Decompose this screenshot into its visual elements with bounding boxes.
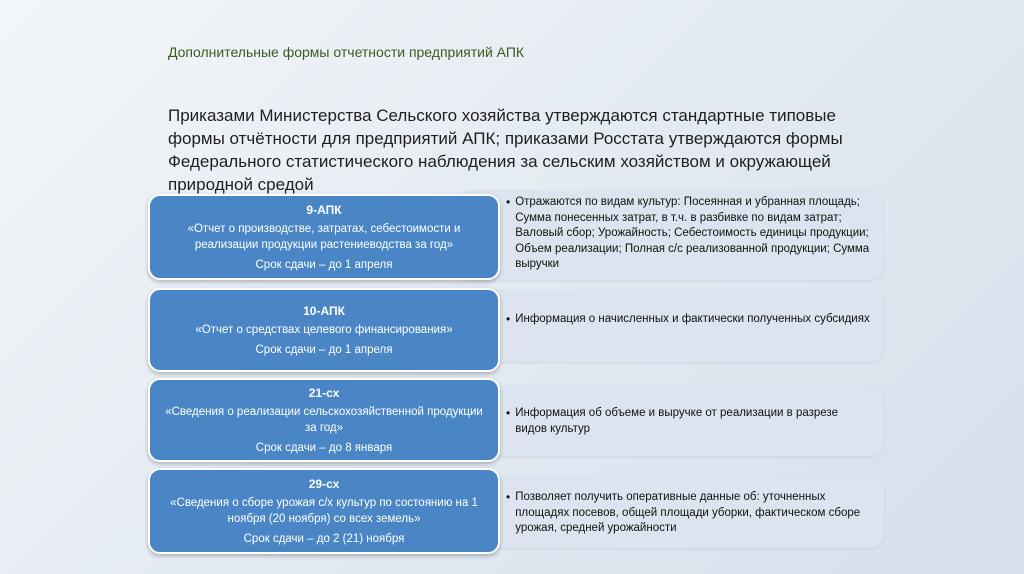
form-name: «Отчет о производстве, затратах, себестоимости и реализации продукции растениеводства за год» — [187, 222, 461, 251]
form-row-10-apk — [148, 288, 884, 372]
bullet-icon: • — [506, 490, 511, 504]
form-details-9-apk — [458, 190, 884, 280]
form-deadline: Срок сдачи – до 8 января — [255, 441, 393, 454]
bullet-icon: • — [506, 312, 511, 326]
form-card-10-apk[interactable] — [148, 288, 500, 372]
slide-title: Дополнительные формы отчетности предприятий АПК — [168, 44, 525, 60]
bullet-icon: • — [506, 406, 511, 420]
form-row-29-sh — [148, 468, 884, 554]
form-code: 10-АПК — [303, 303, 345, 318]
form-deadline: Срок сдачи – до 1 апреля — [255, 258, 393, 271]
form-deadline: Срок сдачи – до 2 (21) ноября — [243, 532, 405, 545]
form-deadline: Срок сдачи – до 1 апреля — [255, 343, 393, 356]
form-details-29-sh — [458, 476, 884, 548]
form-details-10-apk — [458, 290, 884, 362]
bullet-icon: • — [506, 195, 511, 209]
form-details-21-sh — [458, 386, 884, 456]
form-details-text: Позволяет получить оперативные данные об: уточненных площадях посевов, общей площади уборки, фактическом сборе урожая, средней урожайности — [515, 491, 861, 534]
form-name: «Сведения о сборе урожая с/х культур по состоянию на 1 ноября (20 ноября) со всех земель» — [170, 496, 478, 525]
form-card-9-apk[interactable] — [148, 194, 500, 280]
form-code: 9-АПК — [306, 202, 342, 217]
form-details-text: Информация об объеме и выручке от реализации в разрезе видов культур — [515, 407, 838, 435]
form-details-text: Отражаются по видам культур: Посеянная и убранная площадь; Сумма понесенных затрат, в т.ч. в разбивке по видам затрат; Валовый сбор; Урожайность; Себестоимость единицы продукции; Объем реализации; Полная с/с реализованной продукции; Сумма выручки — [515, 196, 870, 270]
form-card-29-sh[interactable] — [148, 468, 500, 554]
form-row-9-apk — [148, 194, 884, 280]
form-code: 21-сх — [308, 385, 340, 400]
intro-paragraph: Приказами Министерства Сельского хозяйства утверждаются стандартные типовые формы отчётности для предприятий АПК; приказами Росстата утверждаются формы Федерального статистического наблюдения за сельским хозяйством и окружающей природной средой — [168, 106, 843, 194]
form-details-text: Информация о начисленных и фактически полученных субсидиях — [515, 313, 870, 325]
form-card-21-sh[interactable] — [148, 378, 500, 462]
form-row-21-sh — [148, 378, 884, 462]
form-name: «Сведения о реализации сельскохозяйственной продукции за год» — [165, 405, 483, 434]
form-name: «Отчет о средствах целевого финансирования» — [195, 323, 453, 336]
form-code: 29-сх — [308, 476, 340, 491]
